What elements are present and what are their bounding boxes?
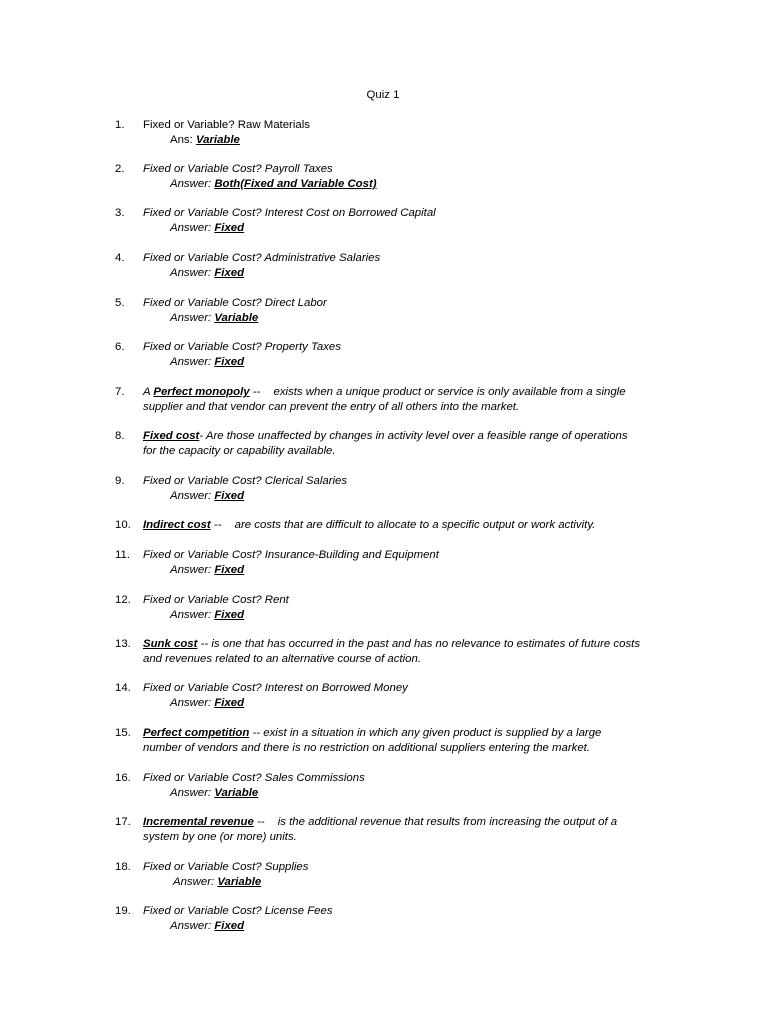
definition-line-2: system by one (or more) units. (143, 831, 297, 843)
question-16 (115, 771, 675, 801)
question-15 (115, 726, 675, 756)
question-18 (115, 860, 675, 890)
definition-term: Fixed cost (143, 430, 200, 442)
question-number: 12. (115, 594, 131, 606)
question-13 (115, 637, 675, 667)
question-text: Fixed or Variable Cost? Payroll Taxes (143, 163, 333, 175)
question-10 (115, 518, 675, 533)
definition-text (143, 815, 675, 830)
definition-line-2: and revenues related to an alternative course of action. (143, 653, 421, 665)
question-4 (115, 251, 675, 281)
definition-text (143, 637, 675, 652)
question-text: Fixed or Variable Cost? License Fees (143, 905, 333, 917)
answer-label: Answer: (170, 312, 212, 324)
question-2 (115, 162, 675, 192)
answer-line (170, 919, 675, 934)
answer-label: Ans: (170, 134, 193, 146)
question-5 (115, 296, 675, 326)
question-number: 7. (115, 386, 125, 398)
question-number: 17. (115, 816, 131, 828)
answer-line (170, 266, 675, 281)
question-12 (115, 593, 675, 623)
question-text: Fixed or Variable Cost? Sales Commissions (143, 772, 365, 784)
question-text: Fixed or Variable Cost? Direct Labor (143, 297, 327, 309)
definition-term: Sunk cost (143, 638, 198, 650)
answer-label: Answer: (170, 609, 212, 621)
answer-value: Fixed (214, 697, 245, 709)
answer-label: Answer: (170, 920, 212, 932)
answer-value: Variable (195, 134, 240, 146)
answer-line (170, 133, 675, 148)
answer-line (170, 221, 675, 236)
definition-separator: -- (252, 386, 261, 398)
answer-value: Fixed (214, 222, 245, 234)
definition-text (143, 518, 675, 533)
question-text: Fixed or Variable Cost? Supplies (143, 861, 309, 873)
definition-separator: -- is one that has occurred in the past and has no relevance to estimates of future costs (200, 638, 641, 650)
question-14 (115, 681, 675, 711)
answer-value: Fixed (214, 920, 245, 932)
question-11 (115, 548, 675, 578)
definition-term: Perfect competition (143, 727, 250, 739)
definition-term: Indirect cost (143, 519, 211, 531)
definition-line-1: exists when a unique product or service is only available from a single (273, 386, 626, 398)
definition-separator: - Are those unaffected by changes in activity level over a feasible range of operations (199, 430, 628, 442)
answer-value: Variable (217, 876, 262, 888)
answer-label: Answer: (170, 787, 212, 799)
question-9 (115, 474, 675, 504)
page-title: Quiz 1 (366, 89, 400, 101)
question-number: 3. (115, 207, 125, 219)
question-17 (115, 815, 675, 845)
answer-value: Variable (214, 312, 259, 324)
question-number: 19. (115, 905, 131, 917)
answer-value: Fixed (214, 609, 245, 621)
answer-value: Variable (214, 787, 259, 799)
answer-line (173, 875, 675, 890)
answer-label: Answer: (170, 267, 212, 279)
answer-value: Fixed (214, 564, 245, 576)
question-text: Fixed or Variable Cost? Rent (143, 594, 289, 606)
definition-separator: -- (213, 519, 222, 531)
definition-line-1: is the additional revenue that results from increasing the output of a (277, 816, 618, 828)
question-number: 6. (115, 341, 125, 353)
question-text: Fixed or Variable Cost? Interest on Borrowed Money (143, 682, 408, 694)
answer-value: Fixed (214, 356, 245, 368)
question-number: 15. (115, 727, 131, 739)
answer-line (170, 311, 675, 326)
answer-line (170, 489, 675, 504)
question-1 (115, 118, 675, 148)
question-19 (115, 904, 675, 934)
answer-value: Fixed (214, 490, 245, 502)
answer-value: Both(Fixed and Variable Cost) (214, 178, 377, 190)
definition-term: Perfect monopoly (153, 386, 250, 398)
answer-label: Answer: (170, 356, 212, 368)
question-number: 14. (115, 682, 131, 694)
question-text: Fixed or Variable Cost? Property Taxes (143, 341, 341, 353)
answer-label: Answer: (170, 490, 212, 502)
question-number: 4. (115, 252, 125, 264)
question-7 (115, 385, 675, 415)
answer-line (170, 355, 675, 370)
question-number: 1. (115, 119, 125, 131)
definition-line-1: are costs that are difficult to allocate to a specific output or work activity. (234, 519, 596, 531)
definition-text (143, 385, 675, 400)
definition-separator: -- (256, 816, 265, 828)
answer-label: Answer: (173, 876, 215, 888)
question-number: 11. (115, 549, 130, 561)
question-text: Fixed or Variable Cost? Administrative Salaries (143, 252, 381, 264)
question-6 (115, 340, 675, 370)
definition-separator: -- exist in a situation in which any given product is supplied by a large (252, 727, 602, 739)
definition-term: Incremental revenue (143, 816, 254, 828)
answer-label: Answer: (170, 697, 212, 709)
answer-label: Answer: (170, 178, 212, 190)
answer-label: Answer: (170, 222, 212, 234)
question-number: 2. (115, 163, 125, 175)
question-number: 10. (115, 519, 131, 531)
question-8 (115, 429, 675, 459)
answer-line (170, 696, 675, 711)
definition-line-2: supplier and that vendor can prevent the entry of all others into the market. (143, 401, 520, 413)
answer-label: Answer: (170, 564, 212, 576)
question-3 (115, 206, 675, 236)
question-text: Fixed or Variable Cost? Insurance-Building and Equipment (143, 549, 439, 561)
question-text: Fixed or Variable Cost? Interest Cost on Borrowed Capital (143, 207, 436, 219)
question-number: 16. (115, 772, 131, 784)
definition-text (143, 429, 675, 444)
question-number: 8. (115, 430, 125, 442)
answer-line (170, 786, 675, 801)
question-number: 9. (115, 475, 125, 487)
definition-text (143, 726, 675, 741)
answer-line (170, 177, 675, 192)
question-text: Fixed or Variable Cost? Clerical Salaries (143, 475, 348, 487)
question-number: 13. (115, 638, 131, 650)
question-number: 5. (115, 297, 125, 309)
question-text: Fixed or Variable? Raw Materials (143, 119, 310, 131)
answer-value: Fixed (214, 267, 245, 279)
definition-line-2: number of vendors and there is no restriction on additional suppliers entering the market. (143, 742, 591, 754)
definition-prefix: A (143, 386, 151, 398)
answer-line (170, 608, 675, 623)
answer-line (170, 563, 675, 578)
definition-line-2: for the capacity or capability available. (143, 445, 336, 457)
question-number: 18. (115, 861, 131, 873)
